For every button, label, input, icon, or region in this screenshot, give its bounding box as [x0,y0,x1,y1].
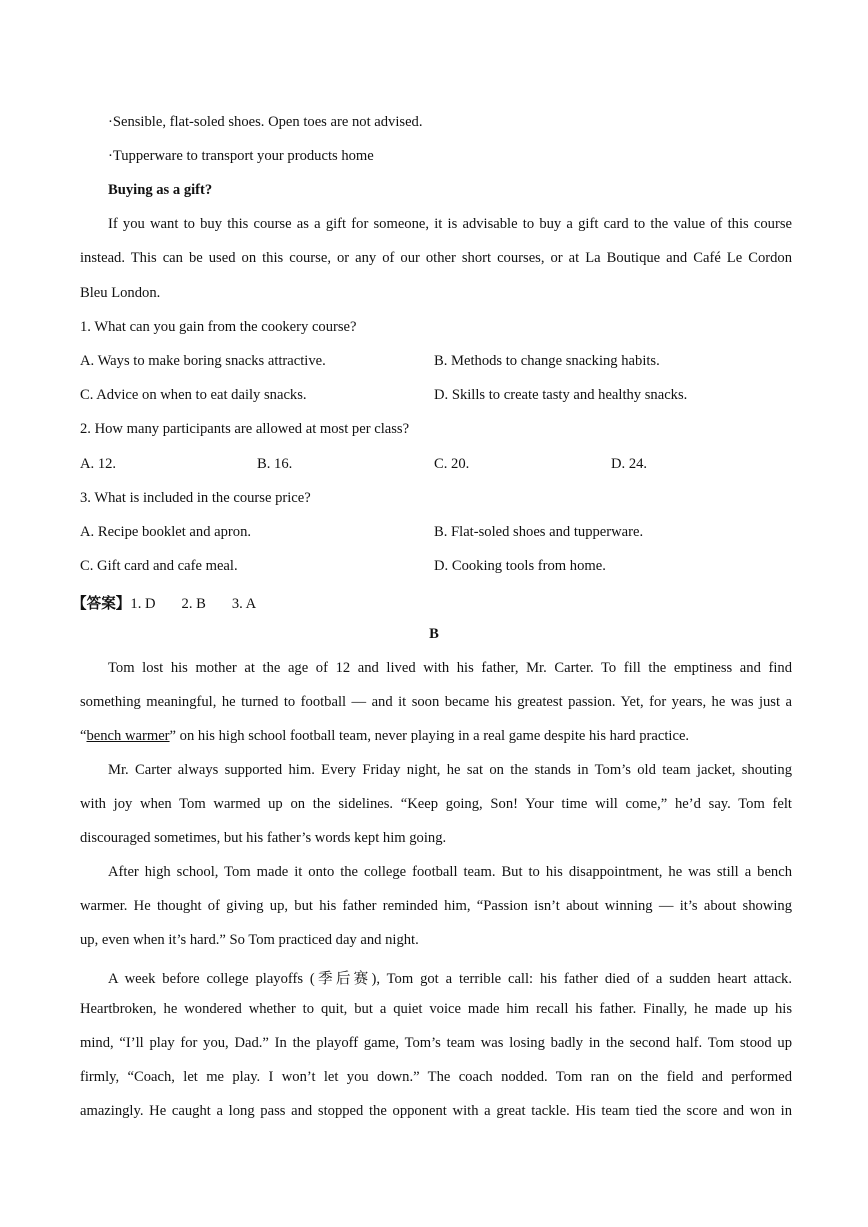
passage-line: Heartbroken, he wondered whether to quit, but a quiet voice made him recall his father. Finally, he made up his [80,1001,792,1017]
section-b-title: B [429,626,439,642]
question-1-option-b: B. Methods to change snacking habits. [434,353,660,369]
gift-line-3: Bleu London. [80,285,161,301]
passage-line: discouraged sometimes, but his father’s words kept him going. [80,830,447,846]
passage-line: amazingly. He caught a long pass and stopped the opponent with a great tackle. His team tied the score and won in [80,1103,792,1119]
question-3-option-a: A. Recipe booklet and apron. [80,524,252,540]
passage-line: Mr. Carter always supported him. Every Friday night, he sat on the stands in Tom’s old team jacket, shouting [108,762,792,778]
question-3-option-d: D. Cooking tools from home. [434,558,606,574]
gift-line-2: instead. This can be used on this course, or any of our other short courses, or at La Boutique and Café Le Cordon [80,250,792,266]
item-shoes: ·Sensible, flat-soled shoes. Open toes are not advised. [108,114,423,130]
passage-line: with joy when Tom warmed up on the sidelines. “Keep going, Son! Your time will come,” he’d say. Tom felt [80,796,792,812]
bench-rest: ” on his high school football team, never playing in a real game despite his hard practice. [169,728,690,744]
passage-line: something meaningful, he turned to football — and it soon became his greatest passion. Yet, for years, he was just a [80,694,792,710]
question-3-option-c: C. Gift card and cafe meal. [80,558,238,574]
answer-2: 2. B [181,596,206,612]
passage-line: warmer. He thought of giving up, but his father reminded him, “Passion isn’t about winning — it’s about showing [80,898,792,914]
question-2-option-d: D. 24. [611,456,648,472]
question-1-option-c: C. Advice on when to eat daily snacks. [80,387,307,403]
question-2-option-c: C. 20. [434,456,470,472]
answer-label: 【答案】 [72,596,131,612]
question-1-option-a: A. Ways to make boring snacks attractive. [80,353,326,369]
passage-line: up, even when it’s hard.” So Tom practiced day and night. [80,932,419,948]
passage-line: After high school, Tom made it onto the college football team. But to his disappointment, he was still a bench [108,864,792,880]
question-1-stem: 1. What can you gain from the cookery course? [80,319,357,335]
answer-1: 1. D [130,596,156,612]
gift-line-1: If you want to buy this course as a gift for someone, it is advisable to buy a gift card to the value of this course [108,216,792,232]
question-2-option-a: A. 12. [80,456,117,472]
passage-line: firmly, “Coach, let me play. I won’t let you down.” The coach nodded. Tom ran on the field and performed [80,1069,792,1085]
question-2-stem: 2. How many participants are allowed at most per class? [80,421,410,437]
passage-line: mind, “I’ll play for you, Dad.” In the playoff game, Tom’s team was losing badly in the second half. Tom stood up [80,1035,792,1051]
question-2-option-b: B. 16. [257,456,293,472]
question-1-option-d: D. Skills to create tasty and healthy snacks. [434,387,688,403]
bench-open-quote: “ [80,728,87,744]
passage-line: A week before college playoffs (季后赛), Tom got a terrible call: his father died of a sudden heart attack. [108,971,792,987]
answer-line [72,592,256,613]
bench-warmer-phrase: bench warmer [86,728,170,744]
question-3-option-b: B. Flat-soled shoes and tupperware. [434,524,644,540]
question-3-stem: 3. What is included in the course price? [80,490,311,506]
answer-3: 3. A [231,596,257,612]
passage-line-bench [80,728,689,745]
passage-line: Tom lost his mother at the age of 12 and lived with his father, Mr. Carter. To fill the emptiness and find [108,660,792,676]
item-tupperware: ·Tupperware to transport your products home [108,148,374,164]
gift-heading: Buying as a gift? [108,182,213,198]
